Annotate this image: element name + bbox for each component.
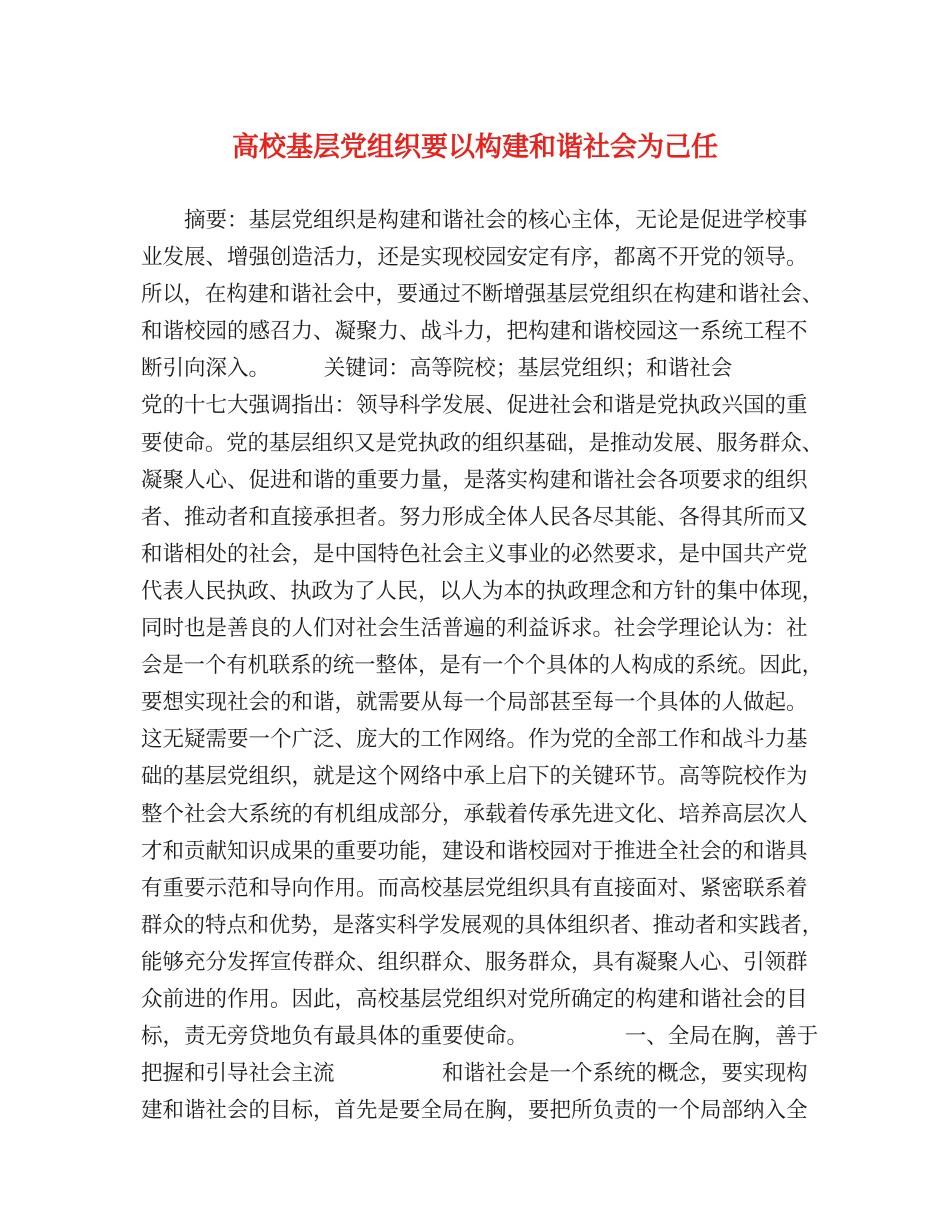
text-line: 凝聚人心、促进和谐的重要力量，是落实构建和谐社会各项要求的组织 bbox=[141, 467, 808, 493]
text-line: 才和贡献知识成果的重要功能，建设和谐校园对于推进全社会的和谐具 bbox=[141, 838, 808, 864]
text-line: 把握和引导社会主流 和谐社会是一个系统的概念，要实现构 bbox=[141, 1061, 808, 1087]
document-body bbox=[141, 202, 824, 1129]
text-line: 有重要示范和导向作用。而高校基层党组织具有直接面对、紧密联系着 bbox=[141, 875, 808, 901]
text-line: 和谐相处的社会，是中国特色社会主义事业的必然要求，是中国共产党 bbox=[141, 541, 808, 567]
text-line: 会是一个有机联系的统一整体，是有一个个具体的人构成的系统。因此， bbox=[141, 653, 824, 679]
text-line: 能够充分发挥宣传群众、组织群众、服务群众，具有凝聚人心、引领群 bbox=[141, 949, 808, 975]
text-line: 代表人民执政、执政为了人民，以人为本的执政理念和方针的集中体现， bbox=[141, 578, 824, 604]
text-line: 群众的特点和优势，是落实科学发展观的具体组织者、推动者和实践者， bbox=[141, 912, 824, 938]
text-line: 业发展、增强创造活力，还是实现校园安定有序，都离不开党的领导。 bbox=[141, 245, 808, 271]
text-line: 要想实现社会的和谐，就需要从每一个局部甚至每一个具体的人做起。 bbox=[141, 690, 808, 716]
text-line: 建和谐社会的目标，首先是要全局在胸，要把所负责的一个局部纳入全 bbox=[141, 1098, 808, 1124]
text-line: 所以，在构建和谐社会中，要通过不断增强基层党组织在构建和谐社会、 bbox=[141, 282, 824, 308]
text-line: 党的十七大强调指出：领导科学发展、促进社会和谐是党执政兴国的重 bbox=[141, 393, 808, 419]
text-line: 这无疑需要一个广泛、庞大的工作网络。作为党的全部工作和战斗力基 bbox=[141, 727, 808, 753]
text-line: 础的基层党组织，就是这个网络中承上启下的关键环节。高等院校作为 bbox=[141, 764, 808, 790]
text-line: 众前进的作用。因此，高校基层党组织对党所确定的构建和谐社会的目 bbox=[141, 986, 808, 1012]
text-line: 和谐校园的感召力、凝聚力、战斗力，把构建和谐校园这一系统工程不 bbox=[141, 319, 808, 345]
text-line: 者、推动者和直接承担者。努力形成全体人民各尽其能、各得其所而又 bbox=[141, 504, 808, 530]
document-title: 高校基层党组织要以构建和谐社会为己任 bbox=[232, 132, 718, 163]
text-line: 标，责无旁贷地负有最具体的重要使命。 一、全局在胸，善于 bbox=[141, 1024, 819, 1050]
text-line: 整个社会大系统的有机组成部分，承载着传承先进文化、培养高层次人 bbox=[141, 801, 808, 827]
text-line: 摘要：基层党组织是构建和谐社会的核心主体，无论是促进学校事 bbox=[184, 208, 808, 233]
text-line: 断引向深入。 关键词：高等院校；基层党组织；和谐社会 bbox=[141, 356, 733, 382]
text-line: 要使命。党的基层组织又是党执政的组织基础，是推动发展、服务群众、 bbox=[141, 430, 824, 456]
text-line: 同时也是善良的人们对社会生活普遍的利益诉求。社会学理论认为：社 bbox=[141, 616, 808, 642]
